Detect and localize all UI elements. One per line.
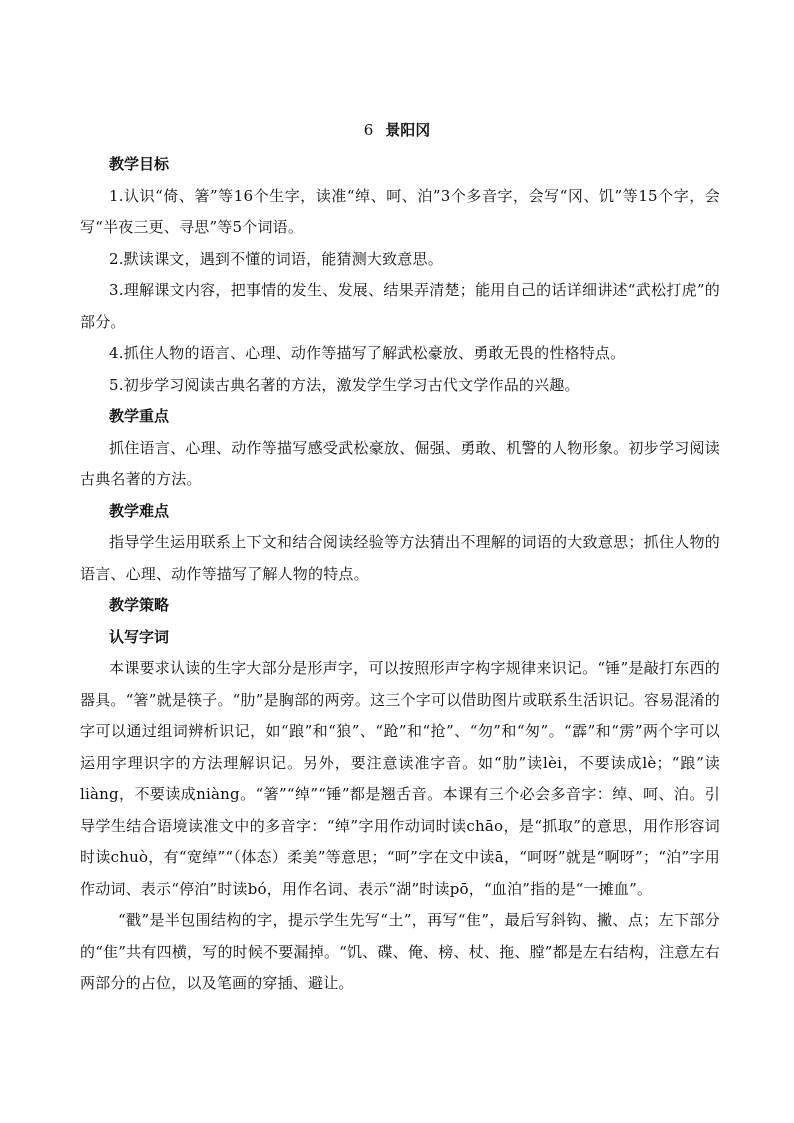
difficulties-text: 指导学生运用联系上下文和结合阅读经验等方法猜出不理解的词语的大致意思；抓住人物的语言、心理、动作等描写了解人物的特点。: [80, 533, 720, 583]
goal-item: 1.认识“倚、箸”等16个生字，读准“绰、呵、泊”3个多音字，会写“冈、饥”等15个字，会写“半夜三更、寻思”等5个词语。: [80, 186, 720, 236]
document-body: [80, 149, 720, 1000]
lesson-title: [0, 119, 794, 140]
goal-item: 2.默读课文，遇到不懂的词语，能猜测大致意思。: [109, 249, 443, 268]
characters-paragraph: 本课要求认读的生字大部分是形声字，可以按照形声字构字规律来识记。“锤”是敲打东西的器具。“箸”就是筷子。“肋”是胸部的两旁。这三个字可以借助图片或联系生活识记。容易混淆的字可以通过组词辨析识记，如“踉”和“狼”、“跄”和“抢”、“勿”和“匆”。“霹”和“雳”两个字可以运用字理识字的方法理解识记。另外，要注意读准字音。如“肋”读lèi，不要读成lè；“踉”读liàng，不要读成niàng。“箸”“绰”“锤”都是翘舌音。本课有三个必会多音字：绰、呵、泊。引导学生结合语境读准文中的多音字：“绰”字用作动词时读chāo，是“抓取”的意思，用作形容词时读chuò，有“宽绰”“（体态）柔美”等意思；“呵”字在文中读ā，“呵呀”就是“啊呀”；“泊”字用作动词、表示“停泊”时读bó，用作名词、表示“湖”时读pō，“血泊”指的是“一摊血”。: [80, 659, 720, 898]
lesson-title-text: 景阳冈: [385, 121, 431, 139]
goal-item: 4.抓住人物的语言、心理、动作等描写了解武松豪放、勇敢无畏的性格特点。: [109, 344, 626, 362]
section-heading-strategy: 教学策略: [109, 596, 170, 614]
goal-item: 5.初步学习阅读古典名著的方法，激发学生学习古代文学作品的兴趣。: [109, 375, 580, 394]
section-heading-goals: 教学目标: [109, 155, 170, 173]
key-points-text: 抓住语言、心理、动作等描写感受武松豪放、倔强、勇敢、机警的人物形象。初步学习阅读古典名著的方法。: [80, 438, 720, 488]
section-heading-difficulties: 教学难点: [109, 501, 170, 520]
characters-paragraph: “戳”是半包围结构的字，提示学生先写“土”，再写“隹”，最后写斜钩、撇、点；左下部分的“隹”共有四横，写的时候不要漏掉。“饥、碟、俺、榜、杖、拖、膛”都是左右结构，注意左右两部分的占位，以及笔画的穿插、避让。: [80, 911, 720, 992]
lesson-number: 6: [363, 121, 374, 139]
section-heading-characters: 认写字词: [109, 627, 170, 646]
section-heading-key-points: 教学重点: [109, 407, 170, 425]
goal-item: 3.理解课文内容，把事情的发生、发展、结果弄清楚；能用自己的话详细讲述“武松打虎”的部分。: [80, 281, 720, 331]
